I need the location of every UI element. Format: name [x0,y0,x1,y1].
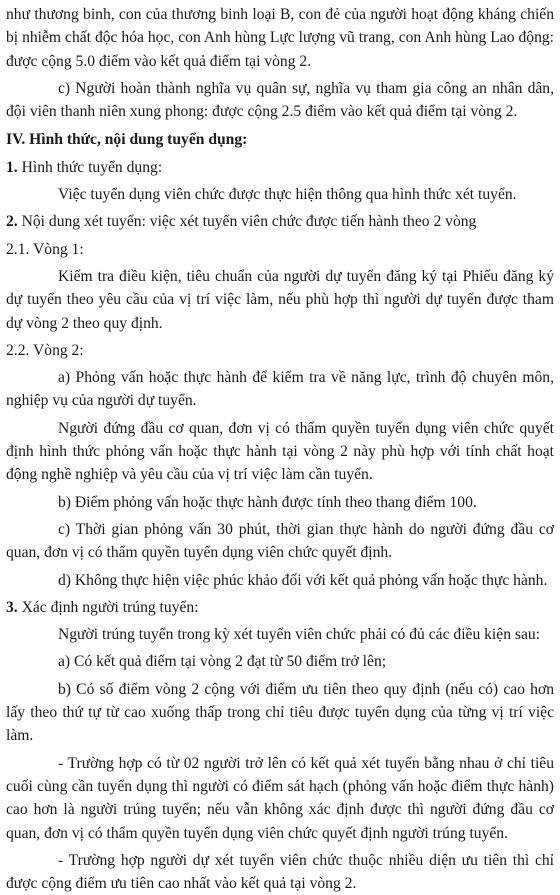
heading-2-2: 2.2. Vòng 2: [6,341,84,359]
heading-1-number: 1. [6,158,18,176]
heading-2-1: 2.1. Vòng 1: [6,240,84,258]
paragraph-form: Việc tuyển dụng viên chức được thực hiện thông qua hình thức xét tuyển. [58,186,517,204]
paragraph-continuation: như thương binh, con của thương binh loại B, con đẻ của người hoạt động kháng chiến bị nhiễm chất độc hóa học, con Anh hùng Lực lượng vũ trang, con Anh hùng Lao động: được cộng 5.0 điểm vào kết quả điểm tại vòng 2. [6,6,554,70]
paragraph-priority-case: - Trường hợp người dự xét tuyển viên chức thuộc nhiều diện ưu tiên thì chỉ được cộng điểm ưu tiên cao nhất vào kết quả tại vòng 2. [6,851,554,893]
paragraph-condition-b: b) Có số điểm vòng 2 cộng với điểm ưu tiên theo quy định (nếu có) cao hơn lấy theo thứ tự từ cao xuống thấp trong chỉ tiêu được tuyển dụng của từng vị trí việc làm. [6,680,554,745]
paragraph-round-2-d: d) Không thực hiện việc phúc khảo đối với kết quả phỏng vấn hoặc thực hành. [58,571,548,589]
heading-3-text: Xác định người trúng tuyển: [17,598,199,616]
paragraph-item-c: c) Người hoàn thành nghĩa vụ quân sự, nghĩa vụ tham gia công an nhân dân, đội viên thanh niên xung phong: được cộng 2.5 điểm vào kết quả điểm tại vòng 2. [6,79,554,121]
section-heading-iv: IV. Hình thức, nội dung tuyển dụng: [6,131,248,149]
paragraph-round-1: Kiểm tra điều kiện, tiêu chuẩn của người dự tuyển đăng ký tại Phiếu đăng ký dự tuyển theo yêu cầu của vị trí việc làm, nếu phù hợp thì người dự tuyển được tham dự vòng 2 theo quy định. [6,267,554,332]
paragraph-round-2-b: b) Điểm phỏng vấn hoặc thực hành được tính theo thang điểm 100. [58,493,477,511]
paragraph-round-2-head: Người đứng đầu cơ quan, đơn vị có thẩm quyền tuyển dụng viên chức quyết định hình thức phỏng vấn hoặc thực hành tại vòng 2 này phù hợp với tính chất hoạt động nghề nghiệp và yêu cầu của vị trí việc làm cần tuyển. [6,419,554,484]
paragraph-round-2-a: a) Phỏng vấn hoặc thực hành để kiểm tra về năng lực, trình độ chuyên môn, nghiệp vụ của người dự tuyển. [6,369,554,410]
heading-2-number: 2. [6,213,18,231]
heading-1-text: Hình thức tuyển dụng: [17,158,163,176]
heading-2 [6,210,554,233]
paragraph-tie-case: - Trường hợp có từ 02 người trở lên có kết quả xét tuyển bằng nhau ở chỉ tiêu cuối cùng cần tuyển dụng thì người có điểm sát hạch (phỏng vấn hoặc điểm thực hành) cao hơn là người trúng tuyển; nếu vẫn không xác định được thì người đứng đầu cơ quan, đơn vị có thẩm quyền tuyển dụng viên chức quyết định người trúng tuyển. [6,754,554,842]
paragraph-conditions: Người trúng tuyển trong kỳ xét tuyển viên chức phải có đủ các điều kiện sau: [58,626,541,644]
heading-3-number: 3. [6,598,18,616]
paragraph-condition-a: a) Có kết quả điểm tại vòng 2 đạt từ 50 điểm trở lên; [58,653,387,671]
paragraph-round-2-c: c) Thời gian phỏng vấn 30 phút, thời gian thực hành do người đứng đầu cơ quan, đơn vị có thẩm quyền tuyển dụng viên chức quyết định. [6,520,554,562]
heading-2-text: Nội dung xét tuyển: việc xét tuyển viên chức được tiến hành theo 2 vòng [17,213,477,231]
heading-3 [6,596,554,619]
heading-1 [6,156,554,179]
